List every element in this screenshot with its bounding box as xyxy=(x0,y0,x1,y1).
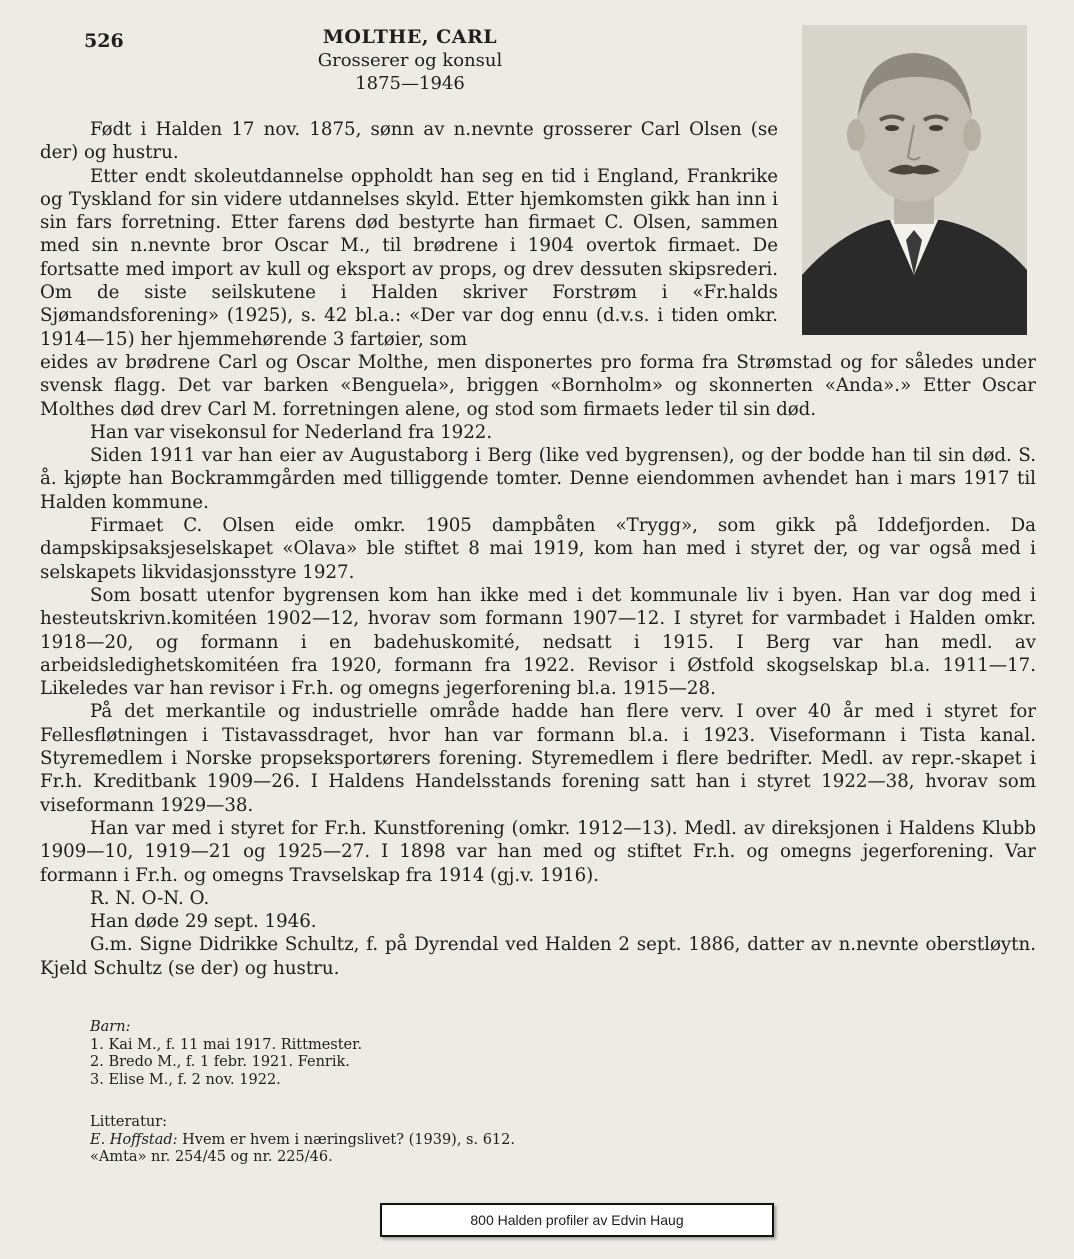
paragraph: G.m. Signe Didrikke Schultz, f. på Dyrendal ved Halden 2 sept. 1886, datter av n.nevnte oberstløytn. Kjeld Schultz (se der) og hustru. xyxy=(40,934,1036,979)
children-list xyxy=(90,1019,362,1089)
list-item: 1. Kai M., f. 11 mai 1917. Rittmester. xyxy=(90,1036,363,1053)
paragraph: Etter endt skoleutdannelse oppholdt han seg en tid i England, Frankrike og Tyskland for sin videre utdannelses skyld. Etter hjemkomsten gikk han inn i sin fars forretning. Etter farens død bestyrte han firmaet C. Olsen, sammen med sin n.nevnte bror Oscar M., til brødrene i 1904 overtok firmaet. De fortsatte med import av kull og eksport av props, og drev dessuten skipsrederi. Om de siste seilskutene i Halden skriver Forstrøm i «Fr.halds Sjømandsforening» (1925), s. 42 bl.a.: «Der var dog ennu (d.v.s. i tiden omkr. 1914—15) her hjemmehørende 3 fartøier, som xyxy=(40,165,778,350)
paragraph: På det merkantile og industrielle område hadde han flere verv. I over 40 år med i styret for Fellesfløtningen i Tistavassdraget, hvor han var formann bl.a. i 1923. Viseformann i Tista kanal. Styremedlem i Norske propseksportørers forening. Styremedlem i flere bedrifter. Medl. av repr.-skapet i Fr.h. Kreditbank 1909—26. I Haldens Handelsstands forening satt han i styret 1922—38, hvorav som viseformann 1929—38. xyxy=(40,701,1036,816)
list-item: 2. Bredo M., f. 1 febr. 1921. Fenrik. xyxy=(90,1054,350,1070)
occupation: Grosserer og konsul xyxy=(317,50,503,71)
literature-section xyxy=(90,1114,515,1167)
entry-heading xyxy=(290,26,530,95)
paragraph: Firmaet C. Olsen eide omkr. 1905 dampbåten «Trygg», som gikk på Iddefjorden. Da dampskipsaksjeselskapet «Olava» ble stiftet 8 mai 1919, kom han med i styret der, og var også med i selskapets likvidasjonsstyre 1927. xyxy=(40,515,1036,583)
paragraph: Han var visekonsul for Nederland fra 1922. xyxy=(90,421,493,443)
biography-text xyxy=(40,118,1036,980)
page-number: 526 xyxy=(84,30,124,52)
paragraph: Han var med i styret for Fr.h. Kunstforening (omkr. 1912—13). Medl. av direksjonen i Haldens Klubb 1909—10, 1919—21 og 1925—27. I 1898 var han med og stiftet Fr.h. og omegns jegerforening. Var formann i Fr.h. og omegns Travselskap fra 1914 (gj.v. 1916). xyxy=(40,817,1036,886)
literature-label: Litteratur: xyxy=(90,1114,168,1130)
list-item: 3. Elise M., f. 2 nov. 1922. xyxy=(90,1071,281,1088)
paragraph: R. N. O-N. O. xyxy=(90,887,210,909)
paragraph: Siden 1911 var han eier av Augustaborg i Berg (like ved bygrensen), og der bodde han til sin død. S. å. kjøpte han Bockrammgården med tilliggende tomter. Denne eiendommen avhendet han i mars 1917 til Halden kommune. xyxy=(40,445,1036,513)
literature-extra: «Amta» nr. 254/45 og nr. 225/46. xyxy=(90,1149,333,1165)
footer-caption: 800 Halden profiler av Edvin Haug xyxy=(380,1203,774,1237)
children-label: Barn: xyxy=(90,1019,131,1035)
person-name: MOLTHE, CARL xyxy=(322,26,498,48)
life-years: 1875—1946 xyxy=(355,73,465,94)
paragraph: Som bosatt utenfor bygrensen kom han ikke med i det kommunale liv i byen. Han var dog med i hesteutskrivn.komitéen 1902—12, hvorav som formann 1907—12. I styret for varmbadet i Halden omkr. 1918—20, og formann i en badehuskomité, nedsatt i 1915. I Berg var han medl. av arbeidsledighetskomitéen fra 1920, formann fra 1922. Revisor i Østfold skogselskap bl.a. 1911—17. Likeledes var han revisor i Fr.h. og omegns jegerforening bl.a. 1915—28. xyxy=(40,584,1036,700)
paragraph: Født i Halden 17 nov. 1875, sønn av n.nevnte grosserer Carl Olsen (se der) og hustru. xyxy=(40,119,778,164)
paragraph: eides av brødrene Carl og Oscar Molthe, men disponertes pro forma fra Strømstad og for således under svensk flagg. Det var barken «Benguela», briggen «Bornholm» og skonnerten «Anda».» Etter Oscar Molthes død drev Carl M. forretningen alene, og stod som firmaets leder til sin død. xyxy=(40,351,1036,420)
literature-author: E. Hoffstad: xyxy=(90,1131,178,1148)
paragraph: Han døde 29 sept. 1946. xyxy=(90,911,317,933)
literature-entry xyxy=(90,1132,515,1150)
literature-work: Hvem er hvem i næringslivet? (1939), s. 612. xyxy=(182,1131,515,1148)
